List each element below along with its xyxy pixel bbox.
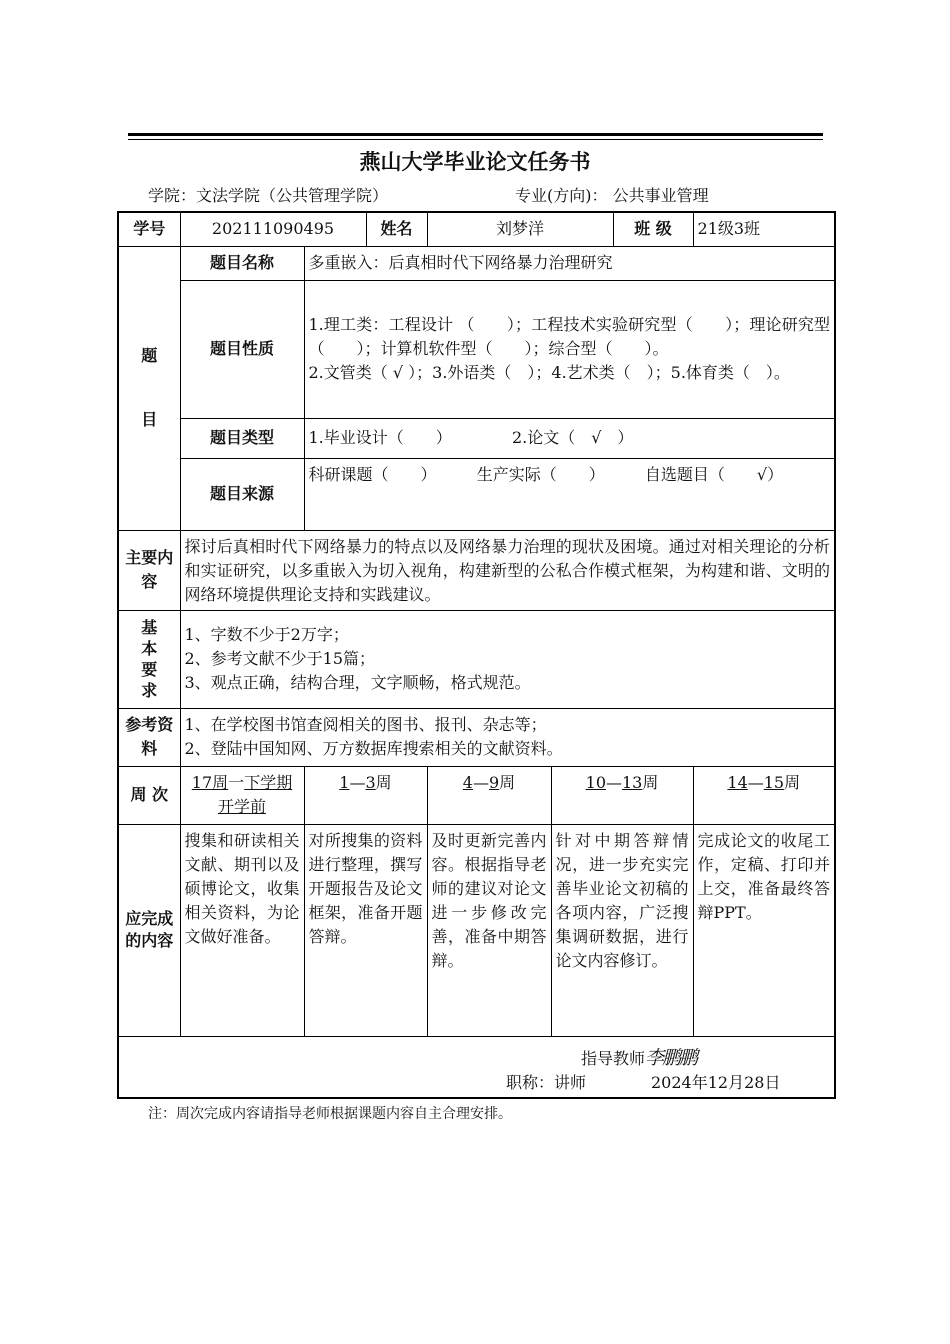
week-1-end: 下学期开学前 — [217, 772, 293, 816]
topic-nature-line-1: 1.理工类：工程设计 （ ）；工程技术实验研究型（ ）；理论研究型（ ）；计算机软件型（ ）；综合型（ ）。 — [308, 315, 831, 358]
topic-type-option-1: 1.毕业设计（ ） — [308, 428, 452, 447]
signature-area — [118, 1036, 835, 1098]
topic-type-value — [304, 418, 835, 458]
topic-section-char-2: 目 — [141, 410, 158, 429]
content-text: 探讨后真相时代下网络暴力的特点以及网络暴力治理的现状及困境。通过对相关理论的分析和实证研究，以多重嵌入为切入视角，构建新型的公私合作模式框架，为构建和谐、文明的网络环境提供理论支持和实践建议。 — [180, 530, 835, 610]
major-label: 专业(方向)： — [515, 186, 608, 205]
week-3-unit: 周 — [499, 772, 516, 792]
week-range-1 — [180, 766, 304, 824]
topic-nature-line-2: 2.文管类（ √ ）；3.外语类（ ）；4.艺术类（ ）；5.体育类（ ）。 — [308, 363, 790, 382]
week-1-start: 17周 — [191, 772, 229, 792]
requirements-label-char-4: 求 — [141, 681, 158, 700]
topic-section-label — [118, 246, 180, 530]
task-cell-2: 对所搜集的资料进行整理，撰写开题报告及论文框架，准备开题答辩。 — [304, 824, 427, 1036]
signature-date: 2024年12月28日 — [651, 1072, 781, 1092]
requirements-list — [180, 610, 835, 708]
week-2-start: 1 — [339, 772, 350, 792]
week-range-3 — [427, 766, 551, 824]
week-5-sep: — — [747, 772, 764, 792]
week-2-unit: 周 — [375, 772, 392, 792]
topic-name-label: 题目名称 — [180, 246, 304, 280]
student-name-value: 刘梦洋 — [427, 212, 613, 246]
advisor-signature: 李鹏鹏 — [645, 1046, 697, 1069]
college-value: 文法学院（公共管理学院） — [196, 186, 389, 205]
week-5-end: 15 — [763, 772, 785, 792]
references-label: 参考资料 — [118, 708, 180, 766]
topic-source-option-3: 自选题目（ √） — [644, 464, 784, 484]
college-label: 学院： — [148, 186, 197, 205]
student-name-label: 姓名 — [366, 212, 427, 246]
week-2-end: 3 — [365, 772, 376, 792]
topic-type-option-2: 2.论文（ √ ） — [511, 428, 634, 447]
task-table — [117, 211, 836, 1099]
topic-source-label: 题目来源 — [180, 458, 304, 530]
week-4-end: 13 — [622, 772, 643, 792]
content-label: 主要内容 — [118, 530, 180, 610]
week-5-unit: 周 — [784, 772, 801, 792]
class-label: 班 级 — [613, 212, 693, 246]
topic-source-value — [304, 458, 835, 530]
requirement-item-3: 3、观点正确，结构合理，文字顺畅，格式规范。 — [184, 673, 531, 692]
week-3-sep: — — [472, 772, 489, 792]
major-line — [515, 183, 709, 206]
requirements-label-char-3: 要 — [141, 660, 158, 679]
requirements-label-char-2: 本 — [141, 639, 158, 658]
header-rule-thick — [128, 133, 823, 136]
references-list — [180, 708, 835, 766]
task-cell-3: 及时更新完善内容。根据指导老师的建议对论文进一步修改完善，准备中期答辩。 — [427, 824, 551, 1036]
advisor-title-label: 职称： — [506, 1072, 555, 1092]
week-label: 周 次 — [118, 766, 180, 824]
week-1-sep: 一 — [228, 772, 245, 792]
week-range-2 — [304, 766, 427, 824]
requirements-label-char-1: 基 — [141, 618, 158, 637]
topic-nature-value — [304, 280, 835, 418]
requirement-item-1: 1、字数不少于2万字； — [184, 625, 349, 644]
requirement-item-2: 2、参考文献不少于15篇； — [184, 649, 376, 668]
topic-source-option-1: 科研课题（ ） — [308, 464, 437, 484]
advisor-title-line — [506, 1071, 586, 1095]
requirements-label — [118, 610, 180, 708]
week-2-sep: — — [349, 772, 366, 792]
major-value: 公共事业管理 — [612, 186, 709, 205]
reference-item-2: 2、登陆中国知网、万方数据库搜索相关的文献资料。 — [184, 739, 563, 758]
week-4-unit: 周 — [642, 772, 659, 792]
topic-type-label: 题目类型 — [180, 418, 304, 458]
task-cell-1: 搜集和研读相关文献、期刊以及硕博论文，收集相关资料，为论文做好准备。 — [180, 824, 304, 1036]
college-line — [148, 183, 388, 206]
week-3-end: 9 — [488, 772, 500, 792]
reference-item-1: 1、在学校图书馆查阅相关的图书、报刊、杂志等； — [184, 715, 547, 734]
week-3-start: 4 — [462, 772, 473, 792]
week-range-4 — [551, 766, 693, 824]
week-4-sep: — — [606, 772, 622, 792]
topic-name-value: 多重嵌入：后真相时代下网络暴力治理研究 — [304, 246, 835, 280]
topic-nature-label: 题目性质 — [180, 280, 304, 418]
task-cell-5: 完成论文的收尾工作，定稿、打印并上交，准备最终答辩PPT。 — [693, 824, 835, 1036]
task-cell-4: 针对中期答辩情况，进一步充实完善毕业论文初稿的各项内容，广泛搜集调研数据，进行论文内容修订。 — [551, 824, 693, 1036]
header-rule-thin — [128, 139, 823, 140]
topic-source-option-2: 生产实际（ ） — [476, 464, 605, 484]
document-title: 燕山大学毕业论文任务书 — [359, 150, 591, 174]
tasks-label: 应完成的内容 — [118, 824, 180, 1036]
advisor-title-value: 讲师 — [554, 1072, 587, 1092]
week-4-start: 10 — [585, 772, 606, 792]
footnote: 注：周次完成内容请指导老师根据课题内容自主合理安排。 — [148, 1106, 512, 1122]
topic-section-char-1: 题 — [141, 346, 158, 365]
advisor-line — [581, 1046, 696, 1071]
class-value: 21级3班 — [693, 212, 835, 246]
advisor-label: 指导教师 — [581, 1048, 646, 1068]
student-id-label: 学号 — [118, 212, 180, 246]
week-range-5 — [693, 766, 835, 824]
week-5-start: 14 — [727, 772, 748, 792]
student-id-value: 202111090495 — [180, 212, 366, 246]
